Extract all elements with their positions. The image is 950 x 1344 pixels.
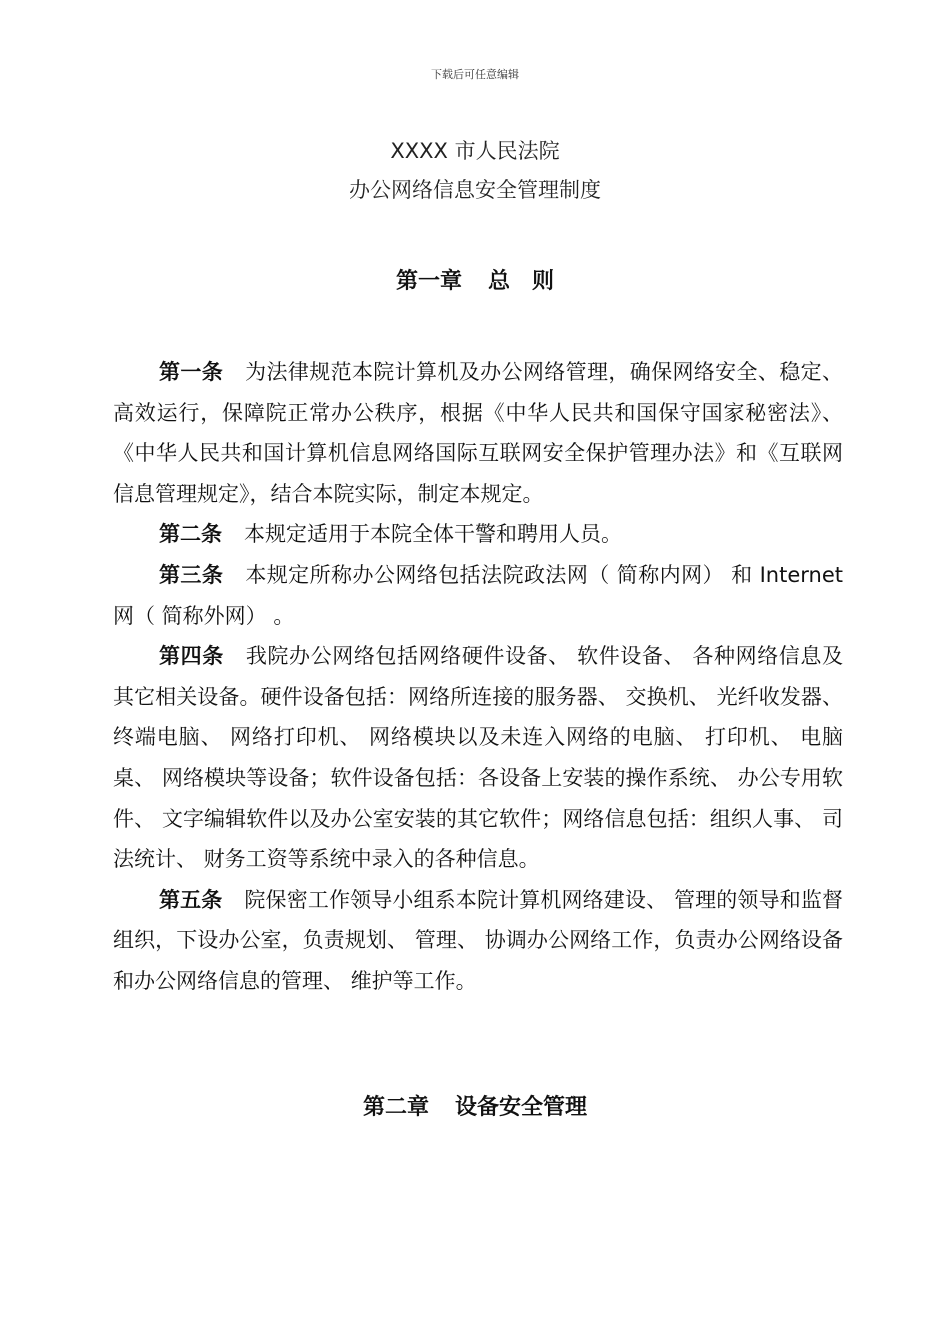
article-1-number: 第一条 [159, 360, 224, 384]
article-2 [113, 514, 843, 555]
chapter-1-name: 总 则 [488, 269, 555, 294]
article-5-text: 院保密工作领导小组系本院计算机网络建设、 管理的领导和监督组织，下设办公室，负责规划、 管理、 协调办公网络工作，负责办公网络设备和办公网络信息的管理、 维护等工作。 [113, 887, 843, 993]
article-2-text: 本规定适用于本院全体干警和聘用人员。 [244, 522, 622, 547]
article-3 [113, 555, 843, 636]
document-title-line-1: XXXX 市人民法院 [390, 139, 560, 163]
article-4-number: 第四条 [159, 644, 224, 669]
chapter-1-number: 第一章 [395, 269, 462, 294]
chapter-2-name: 设备安全管理 [455, 1095, 588, 1120]
article-3-number: 第三条 [159, 562, 224, 587]
article-4 [113, 636, 843, 880]
document-body [113, 352, 843, 1002]
article-5 [113, 880, 843, 1002]
article-4-text: 我院办公网络包括网络硬件设备、 软件设备、 各种网络信息及其它相关设备。硬件设备包括：网络所连接的服务器、 交换机、 光纤收发器、 终端电脑、 网络打印机、 网络模块以及未连入网络的电脑、 打印机、 电脑桌、 网络模块等设备；软件设备包括：各设备上安装的操作系统、 办公专用软件、 文字编辑软件以及办公室安装的其它软件；网络信息包括：组织人事、 司法统计、 财务工资等系统中录入的各种信息。 [113, 644, 843, 872]
chapter-2-number: 第二章 [362, 1095, 429, 1120]
chapter-2-heading [0, 1090, 950, 1121]
article-2-number: 第二条 [159, 522, 222, 547]
article-5-number: 第五条 [159, 887, 223, 912]
article-3-text: 本规定所称办公网络包括法院政法网（ 简称内网） 和 Internet 网（ 简称外网） 。 [113, 562, 843, 628]
article-1 [113, 352, 843, 514]
document-title-line-2: 办公网络信息安全管理制度 [349, 178, 601, 202]
header-note: 下载后可任意编辑 [431, 68, 519, 81]
chapter-1-heading [0, 264, 950, 295]
article-1-text: 为法律规范本院计算机及办公网络管理，确保网络安全、稳定、 高效运行，保障院正常办公秩序，根据《中华人民共和国保守国家秘密法》、 《中华人民共和国计算机信息网络国际互联网安全保护管理办法》和《互联网信息管理规定》，结合本院实际，制定本规定。 [113, 360, 844, 506]
